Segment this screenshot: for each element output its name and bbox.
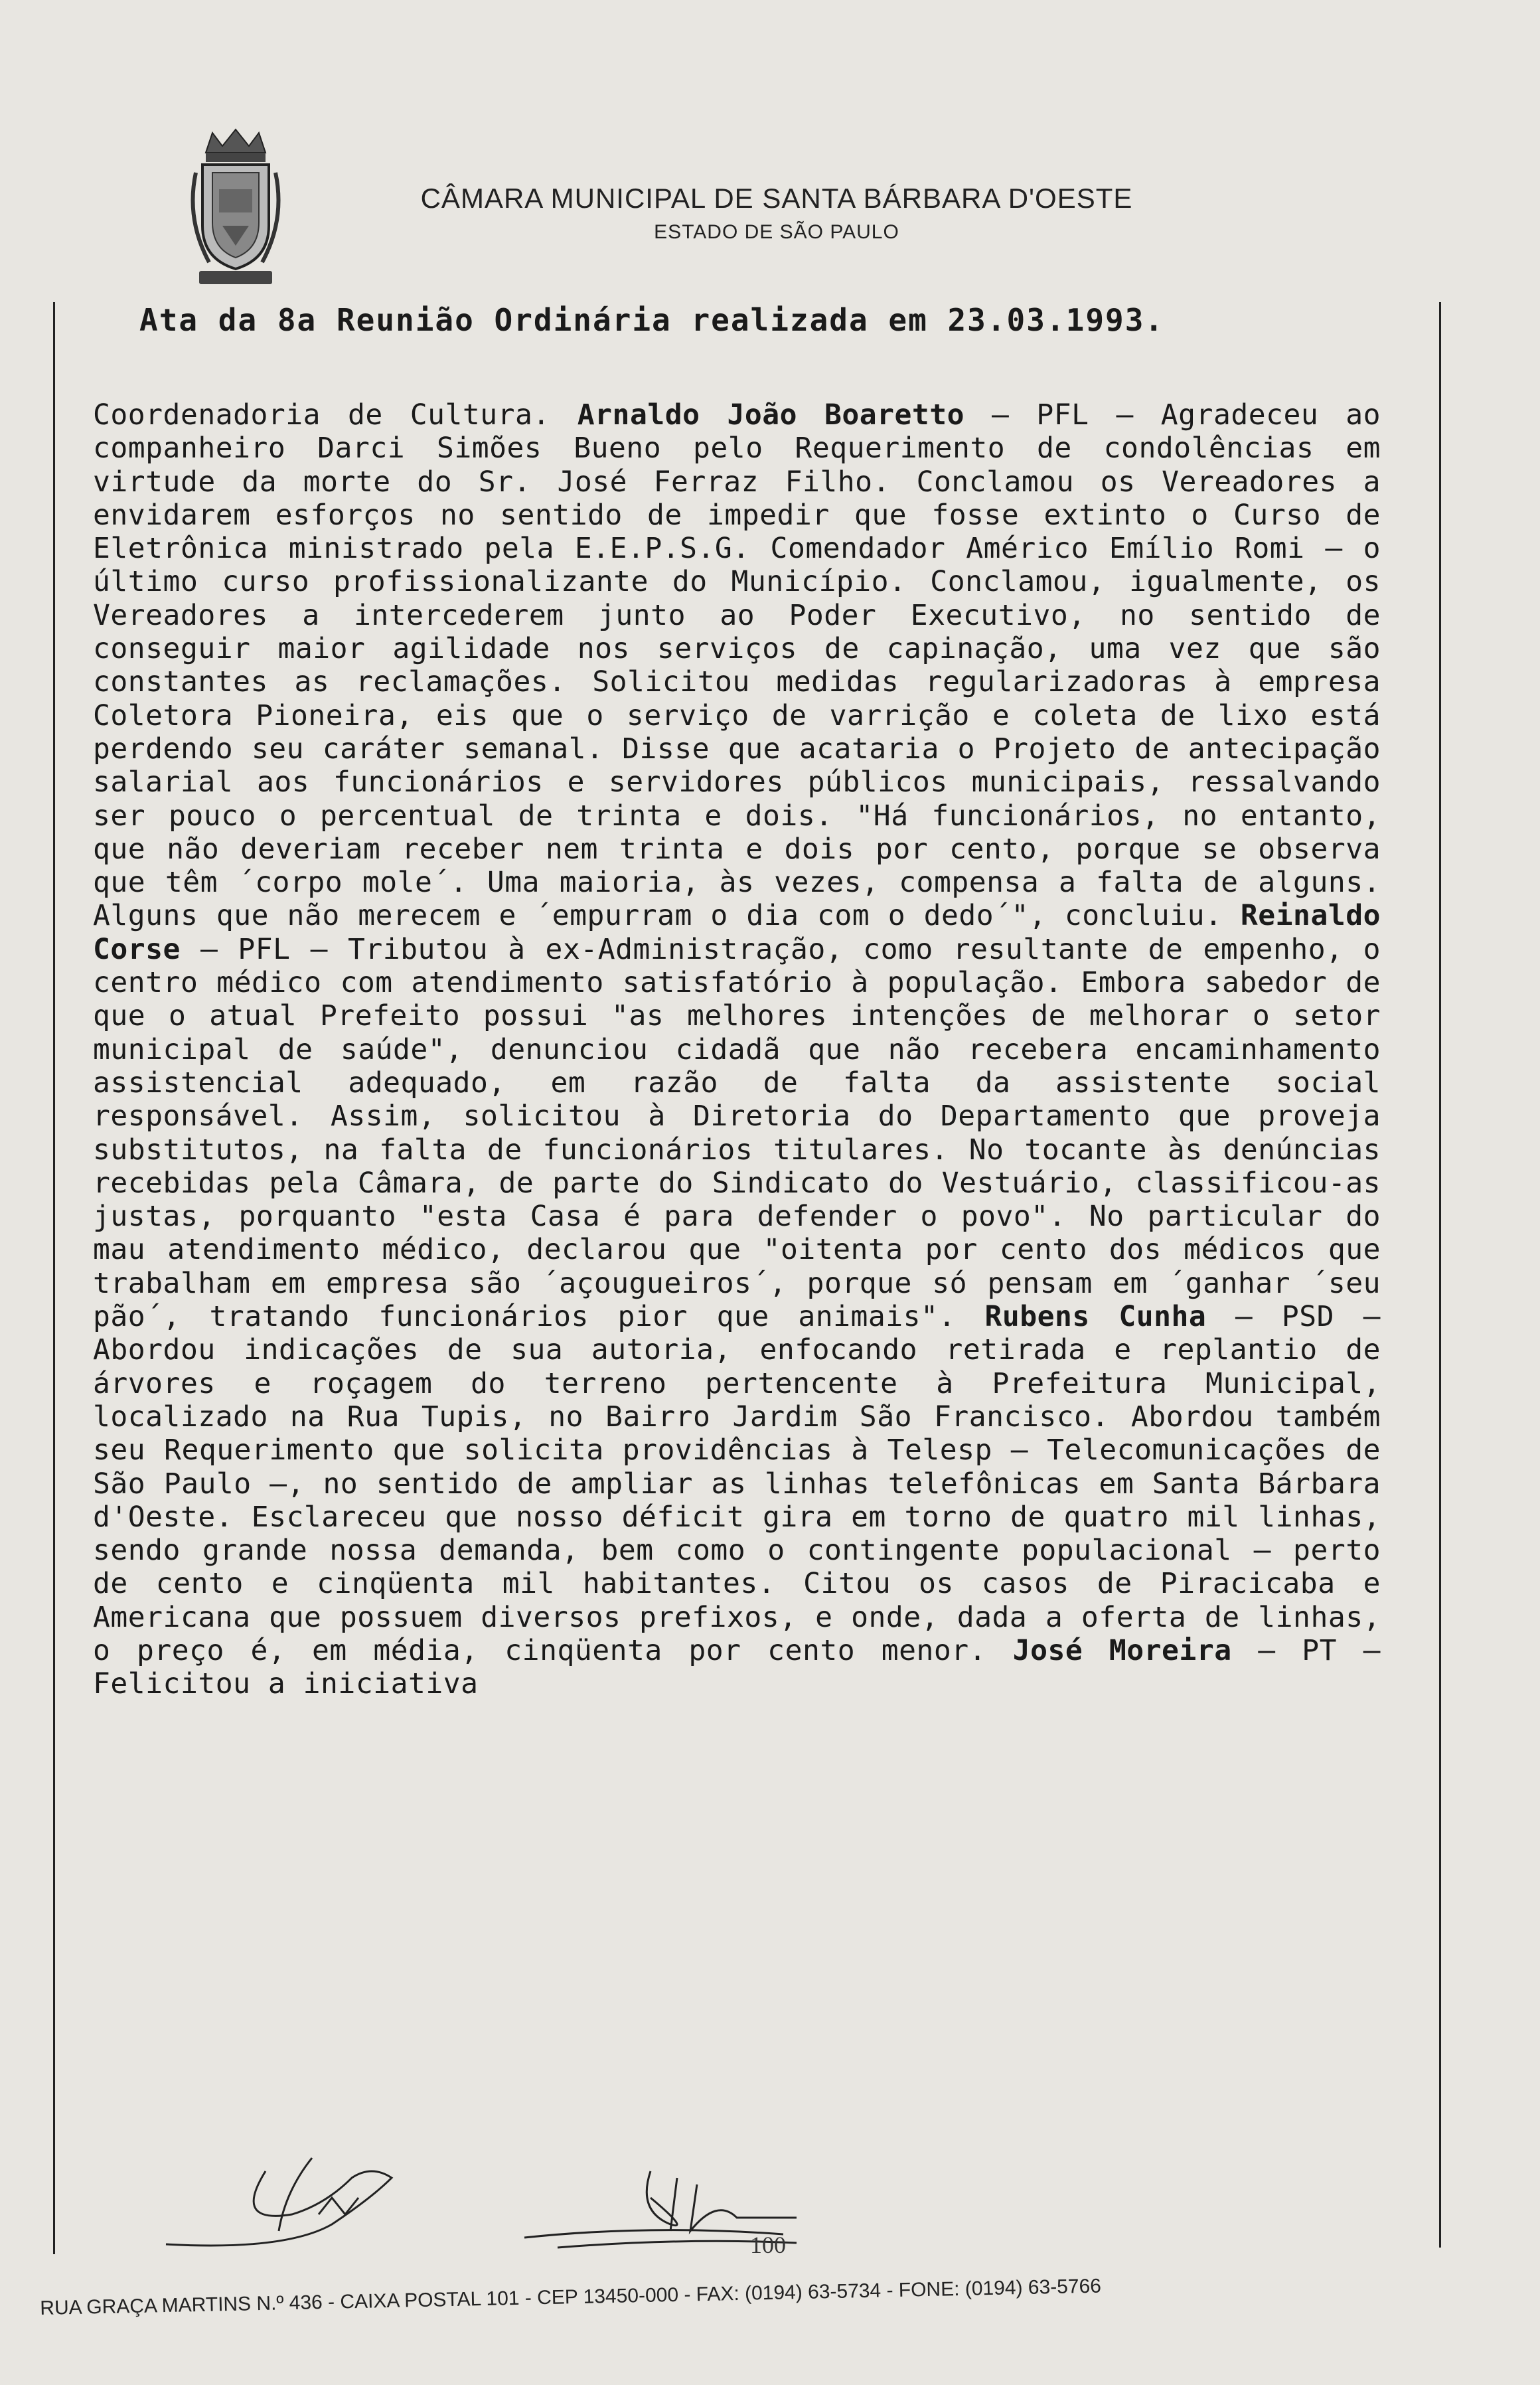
speaker-name: Reinaldo Corse (93, 899, 1381, 966)
text-run: – PFL – Agradeceu ao companheiro Darci Simões Bueno pelo Requerimento de condolências em virtude da morte do Sr. José Ferraz Filho. Conclamou os Vereadores a envidarem esforços no sentido de impedir que fosse extinto o Curso de Eletrônica ministrado pela E.E.P.S.G. Comendador Américo Emílio Romi – o último curso profissionalizante do Município. Conclamou, igualmente, os Vereadores a intercederem junto ao Poder Executivo, no sentido de conseguir maior agilidade nos serviços de capinação, uma vez que são constantes as reclamações. Solicitou medidas regularizadoras à empresa Coletora Pioneira, eis que o serviço de varrição e coleta de lixo está perdendo seu caráter semanal. Disse que acataria o Projeto de antecipação salarial aos funcionários e servidores públicos municipais, ressalvando ser pouco o percentual de trinta e dois. "Há funcionários, no entanto, que não deveriam receber nem trinta e dois por cento, porque se observa que têm ´corpo mole´. Uma maioria, às vezes, compensa a falta de alguns. Alguns que não merecem e ´empurram o dia com o dedo´", concluiu. (93, 398, 1381, 933)
letterhead-org: CÂMARA MUNICIPAL DE SANTA BÁRBARA D'OESTE (420, 183, 1133, 214)
coat-of-arms-icon (186, 126, 285, 292)
document-title: Ata da 8a Reunião Ordinária realizada em 23.03.1993. (139, 302, 1165, 338)
left-margin-rule (53, 302, 55, 2254)
speaker-name: José Moreira (1012, 1633, 1232, 1667)
letterhead (345, 183, 1208, 244)
signature-right (518, 2158, 863, 2251)
letterhead-state: ESTADO DE SÃO PAULO (654, 221, 899, 243)
speaker-name: Rubens Cunha (984, 1300, 1207, 1334)
right-margin-rule (1439, 302, 1441, 2248)
minutes-paragraph (93, 398, 1381, 1701)
page-number: 100 (750, 2232, 786, 2258)
signature-left (153, 2151, 485, 2258)
text-run: – PSD – Abordou indicações de sua autoria, enfocando retirada e replantio de árvores e roçagem do terreno pertencente à Prefeitura Municipal, localizado na Rua Tupis, no Bairro Jardim São Francisco. Abordou também seu Requerimento que solicita providências à Telesp – Telecomunicações de São Paulo –, no sentido de ampliar as linhas telefônicas em Santa Bárbara d'Oeste. Esclareceu que nosso déficit gira em torno de quatro mil linhas, sendo grande nossa demanda, bem como o contingente populacional – perto de cento e cinqüenta mil habitantes. Citou os casos de Piracicaba e Americana que possuem diversos prefixos, e onde, dada a oferta de linhas, o preço é, em média, cinqüenta por cento menor. (93, 1300, 1381, 1667)
text-run: – PT – Felicitou a iniciativa (93, 1633, 1381, 1701)
speaker-name: Arnaldo João Boaretto (577, 398, 965, 432)
text-run: – PFL – Tributou à ex-Administração, como resultante de empenho, o centro médico com atendimento satisfatório à população. Embora sabedor de que o atual Prefeito possui "as melhores intenções de melhorar o setor municipal de saúde", denunciou cidadã que não recebera encaminhamento assistencial adequado, em razão de falta da assistente social responsável. Assim, solicitou à Diretoria do Departamento que proveja substitutos, na falta de funcionários titulares. No tocante às denúncias recebidas pela Câmara, de parte do Sindicato do Vestuário, classificou-as justas, porquanto "esta Casa é para defender o povo". No particular do mau atendimento médico, declarou que "oitenta por cento dos médicos que trabalham em empresa são ´açougueiros´, porque só pensam em ´ganhar ´seu pão´, tratando funcionários pior que animais". (93, 932, 1381, 1334)
text-run: Coordenadoria de Cultura. (93, 398, 578, 432)
minutes-body (93, 398, 1381, 1701)
letterhead-footer: RUA GRAÇA MARTINS N.º 436 - CAIXA POSTAL 101 - CEP 13450-000 - FAX: (0194) 63-5734 - FONE: (0194) 63-5766 (40, 2275, 1102, 2319)
